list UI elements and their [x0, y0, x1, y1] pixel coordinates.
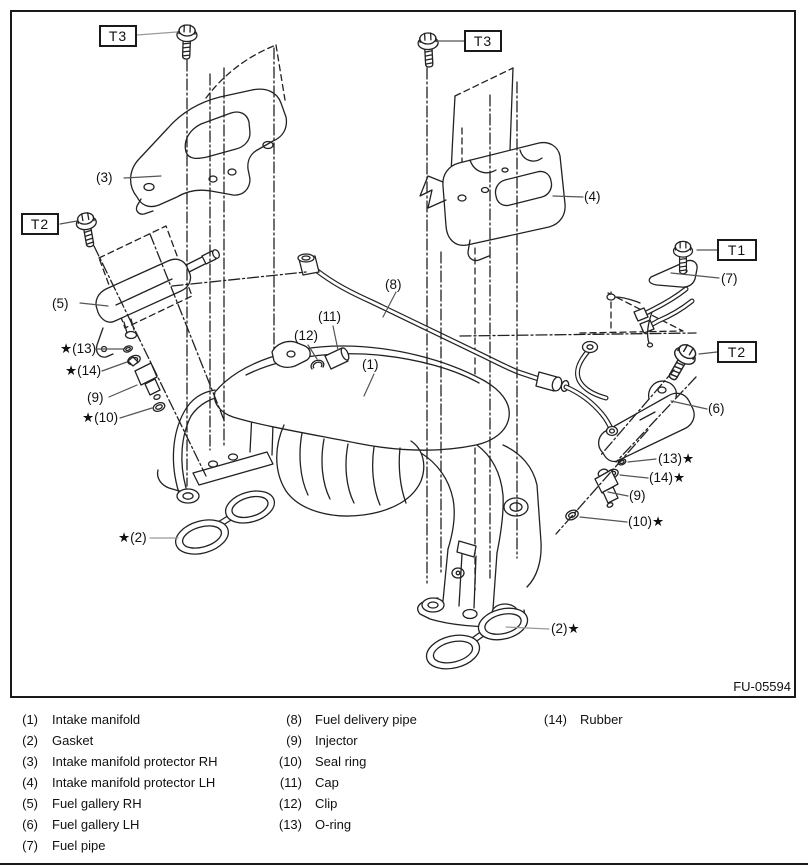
legend-column-3: [538, 709, 623, 730]
callout-14-right: (14)★: [649, 470, 686, 485]
callout-9-right: (9): [629, 488, 646, 503]
legend-label: Fuel delivery pipe: [315, 712, 417, 727]
legend-row: [13, 730, 217, 751]
legend-label: Intake manifold protector LH: [52, 775, 216, 790]
legend-num: (8): [286, 712, 302, 727]
callout-13-left: ★(13): [60, 341, 97, 356]
legend-row: [13, 772, 217, 793]
callout-14-left: ★(14): [65, 363, 102, 378]
legend-label: Injector: [315, 733, 358, 748]
figure-code: FU-05594: [733, 679, 791, 694]
part-protector-rh: [131, 89, 287, 214]
part-protector-lh: [420, 68, 565, 261]
legend-row: [272, 814, 417, 835]
legend-label: Intake manifold: [52, 712, 141, 727]
legend-label: Cap: [315, 775, 339, 790]
part-injector-left-stack: [123, 345, 166, 413]
legend-row: [272, 772, 417, 793]
callout-11: (11): [318, 309, 342, 324]
callout-13-right: (13)★: [658, 451, 695, 466]
legend-num: (1): [22, 712, 38, 727]
legend-num: (3): [22, 754, 38, 769]
legend-row: [272, 730, 417, 751]
torque-box-t3-left: T3: [99, 25, 137, 47]
legend-num: (12): [278, 796, 302, 811]
legend-row: [13, 814, 217, 835]
callout-1: (1): [362, 357, 379, 372]
legend-label: Gasket: [52, 733, 94, 748]
callout-12: (12): [294, 328, 319, 343]
callout-3: (3): [96, 170, 113, 185]
legend-column-2: [272, 709, 417, 835]
legend-num: (10): [278, 754, 302, 769]
legend-num: (2): [22, 733, 38, 748]
legend-label: Fuel gallery LH: [52, 817, 140, 832]
torque-box-t2-right: T2: [717, 341, 757, 363]
legend-label: Intake manifold protector RH: [52, 754, 218, 769]
torque-box-t3-right: T3: [464, 30, 502, 52]
legend-row: [13, 793, 217, 814]
callout-8: (8): [385, 277, 402, 292]
legend-label: Clip: [315, 796, 338, 811]
callout-2-right: (2)★: [551, 621, 580, 636]
legend-label: Seal ring: [315, 754, 367, 769]
legend-row: [272, 793, 417, 814]
legend-num: (13): [278, 817, 302, 832]
callout-7: (7): [721, 271, 738, 286]
legend-num: (6): [22, 817, 38, 832]
legend-row: [272, 751, 417, 772]
part-fuel-gallery-rh: [96, 249, 221, 357]
callout-5: (5): [52, 296, 69, 311]
legend-row: [272, 709, 417, 730]
callout-4: (4): [584, 189, 601, 204]
legend-num: (7): [22, 838, 38, 853]
legend-row: [13, 835, 217, 856]
legend-label: O-ring: [315, 817, 352, 832]
legend-num: (4): [22, 775, 38, 790]
part-intake-manifold: [158, 341, 542, 626]
legend-column-1: [13, 709, 217, 856]
callout-2-left: ★(2): [118, 530, 147, 545]
callout-10-left: ★(10): [82, 410, 119, 425]
callout-6: (6): [708, 401, 725, 416]
legend-num: (14): [543, 712, 567, 727]
legend-label: Fuel gallery RH: [52, 796, 142, 811]
bottom-divider: [0, 863, 808, 865]
legend: [0, 709, 808, 859]
torque-box-t2-left: T2: [21, 213, 59, 235]
legend-num: (5): [22, 796, 38, 811]
bolt-icons: [75, 25, 700, 385]
legend-row: [13, 751, 217, 772]
legend-row: [538, 709, 623, 730]
leader-lines: [60, 32, 719, 629]
legend-label: Fuel pipe: [52, 838, 106, 853]
callout-9-left: (9): [87, 390, 104, 405]
torque-box-t1: T1: [717, 239, 757, 261]
legend-num: (9): [286, 733, 302, 748]
legend-row: [13, 709, 217, 730]
legend-label: Rubber: [580, 712, 623, 727]
legend-num: (11): [279, 775, 302, 790]
callout-10-right: (10)★: [628, 514, 665, 529]
